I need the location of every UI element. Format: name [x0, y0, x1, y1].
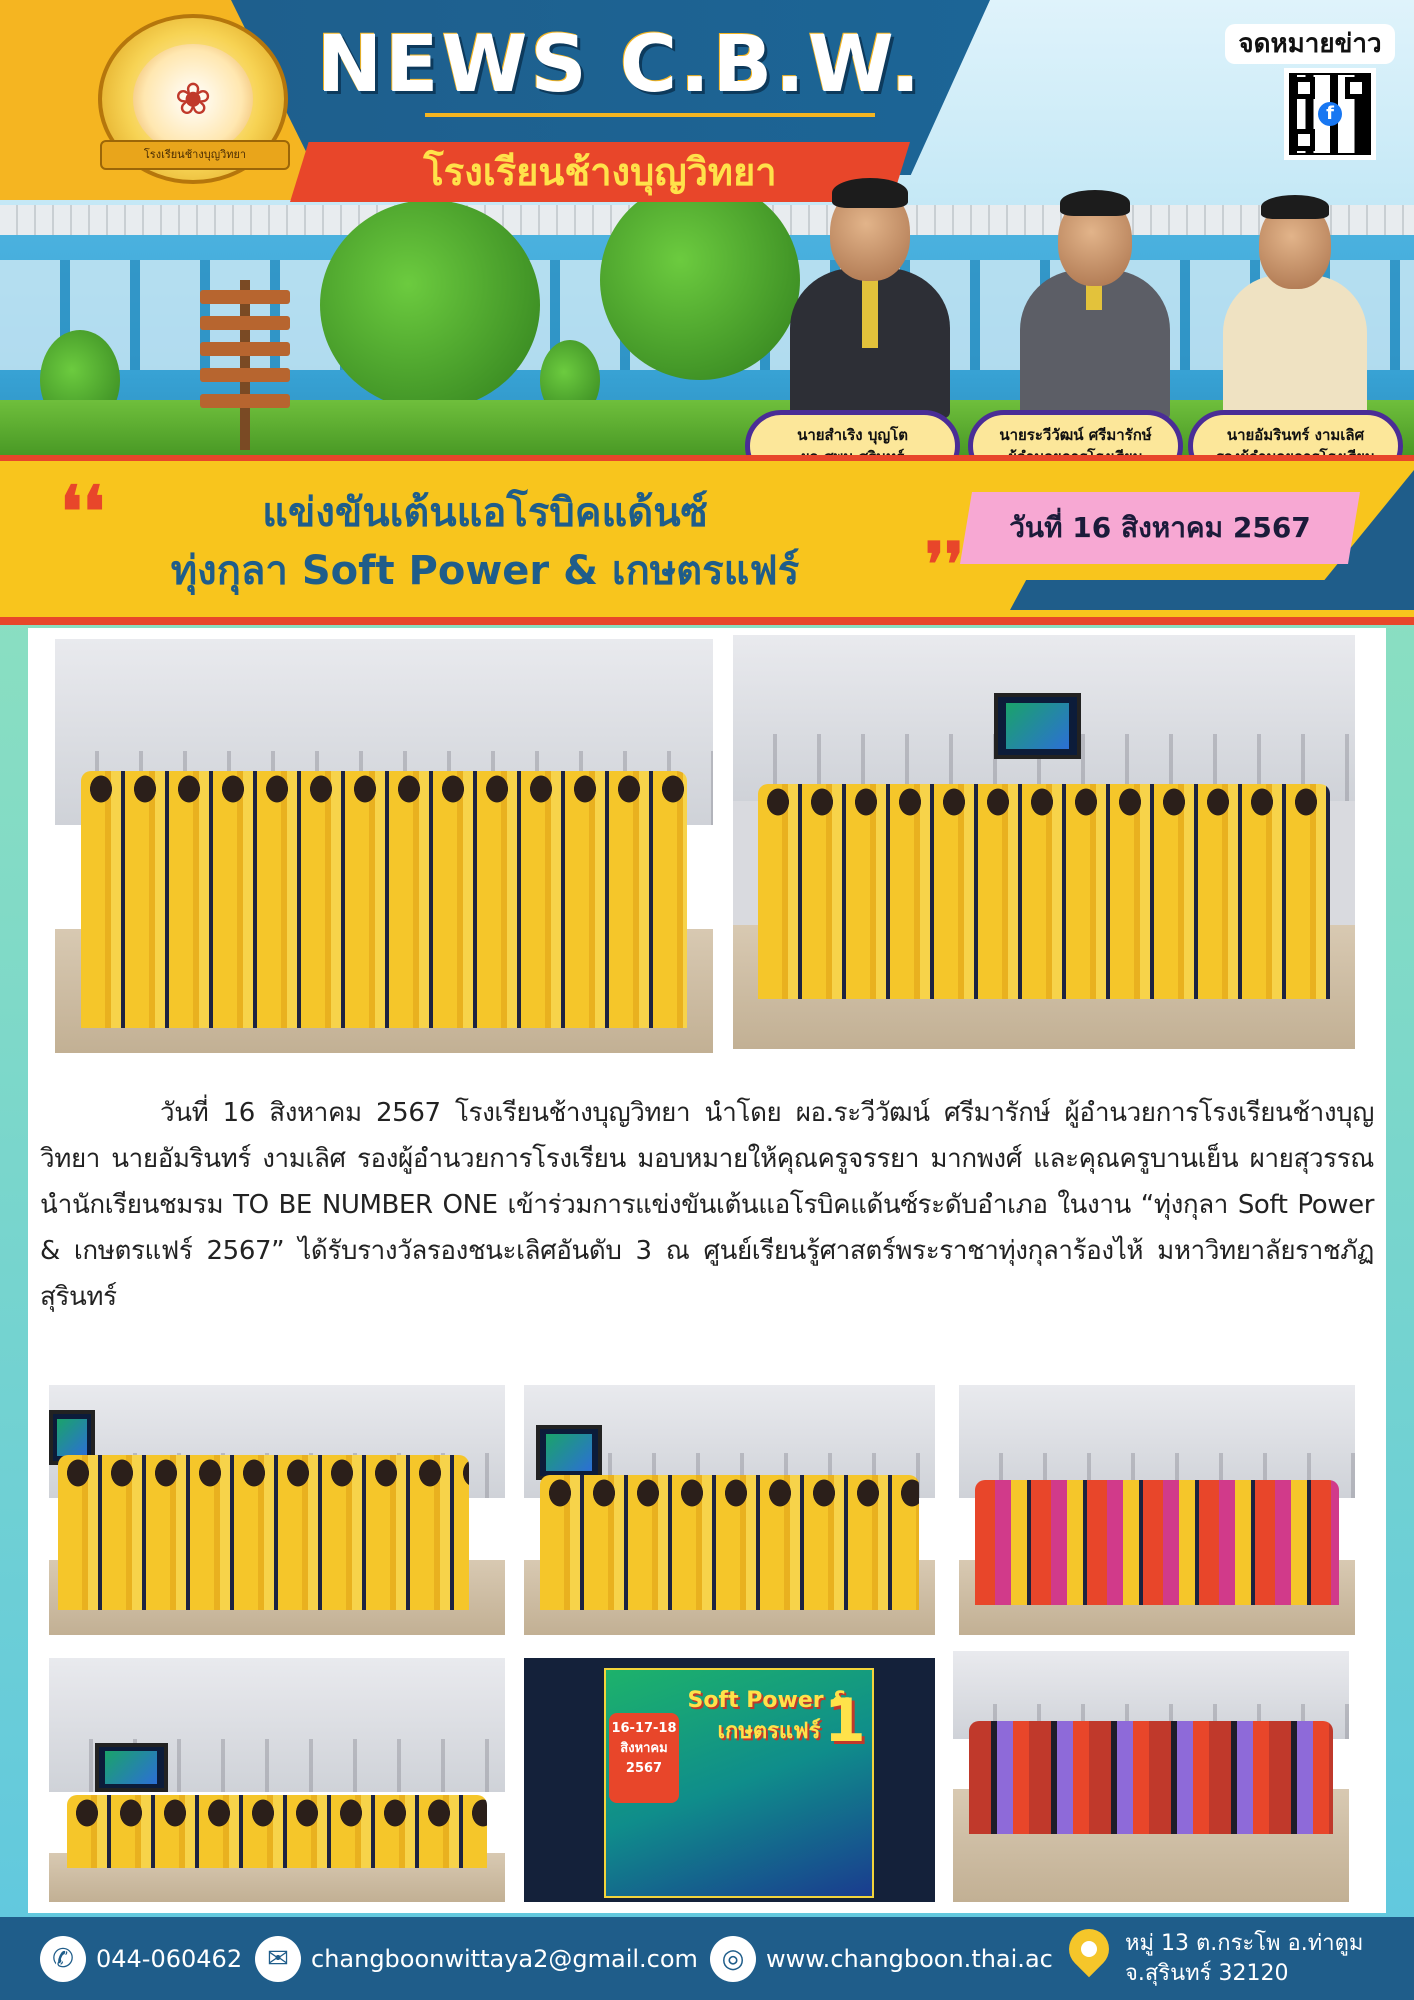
photo-dance-3[interactable]	[956, 1382, 1358, 1638]
person-photo-3	[1215, 195, 1375, 420]
email-address: changboonwittaya2@gmail.com	[311, 1944, 698, 1973]
palm-tree	[600, 180, 800, 380]
palm-tree	[320, 200, 540, 410]
headline-line-1: แข่งขันเต้นแอโรบิคแด้นซ์	[262, 490, 708, 536]
event-date: วันที่ 16 สิงหาคม 2567	[1009, 511, 1311, 544]
address: หมู่ 13 ต.กระโพ อ.ท่าตูม จ.สุรินทร์ 32120	[1125, 1930, 1364, 1986]
facebook-icon: f	[1318, 102, 1342, 126]
article-body: วันที่ 16 สิงหาคม 2567 โรงเรียนช้างบุญวิทยา นำโดย ผอ.ระวีวัฒน์ ศรีมารักษ์ ผู้อำนวยการโรงเรียนช้างบุญวิทยา นายอัมรินทร์ งามเลิศ รองผู้อำนวยการโรงเรียน มอบหมายให้คุณครูจรรยา มากพงศ์ และคุณครูบานเย็น ผายสุวรรณ นำนักเรียนชมรม TO BE NUMBER ONE เข้าร่วมการแข่งขันเต้นแอโรบิคแด้นซ์ระดับอำเภอ ในงาน “ทุ่งกุลา Soft Power & เกษตรแฟร์ 2567” ได้รับรางวัลรองชนะเลิศอันดับ 3 ณ ศูนย์เรียนรู้ศาสตร์พระราชาทุ่งกุลาร้องไห้ มหาวิทยาลัยราชภัฏสุรินทร์	[40, 1098, 1374, 1312]
footer-email[interactable]	[255, 1917, 698, 2000]
email-icon: ✉	[255, 1936, 301, 1982]
school-name: โรงเรียนช้างบุญวิทยา	[423, 150, 777, 194]
footer-phone[interactable]	[40, 1917, 242, 2000]
title-underline	[425, 113, 875, 117]
event-poster-photo[interactable]	[521, 1655, 938, 1905]
name-tag-1: นายสำเริง บุญโต	[745, 410, 960, 482]
logo-ribbon: โรงเรียนช้างบุญวิทยา	[100, 140, 290, 170]
poster-date: 16-17-18 สิงหาคม 2567	[609, 1713, 679, 1803]
poster-title: Soft Power & เกษตรแฟร์	[687, 1688, 851, 1744]
photo-group-2[interactable]	[730, 632, 1358, 1052]
news-title: NEWS C.B.W.	[316, 20, 924, 110]
newsletter-label: จดหมายข่าว	[1225, 24, 1395, 64]
globe-icon: ◎	[710, 1936, 756, 1982]
photo-dance-4[interactable]	[46, 1655, 508, 1905]
person-photo-1	[780, 178, 960, 418]
name-tag-2: นายระวีวัฒน์ ศรีมารักษ์	[968, 410, 1183, 482]
signpost	[190, 280, 300, 450]
photo-parade[interactable]	[950, 1648, 1352, 1905]
quote-close-icon: ❜❜	[925, 530, 964, 600]
footer-address	[1065, 1917, 1363, 2000]
date-underline	[1010, 580, 1414, 610]
headline-line-2: ทุ่งกุลา Soft Power & เกษตรแฟร์	[170, 548, 800, 594]
person-photo-2	[1010, 190, 1180, 420]
photo-dance-1[interactable]	[46, 1382, 508, 1638]
footer-website[interactable]	[710, 1917, 1053, 2000]
poster-number: 1	[824, 1686, 866, 1756]
headline	[100, 484, 870, 600]
website-url: www.changboon.thai.ac	[766, 1944, 1053, 1973]
qr-code[interactable]	[1284, 68, 1376, 160]
photo-dance-2[interactable]	[521, 1382, 938, 1638]
name-tag-3: นายอัมรินทร์ งามเลิศ	[1188, 410, 1403, 482]
phone-number: 044-060462	[96, 1944, 243, 1973]
footer-contact-bar	[0, 1917, 1414, 2000]
photo-group-1[interactable]	[52, 636, 716, 1056]
phone-icon: ✆	[40, 1936, 86, 1982]
lotus-emblem-icon: ❀	[133, 44, 253, 154]
location-pin-icon	[1065, 1929, 1113, 1989]
quote-open-icon: ❛❛	[60, 470, 106, 553]
